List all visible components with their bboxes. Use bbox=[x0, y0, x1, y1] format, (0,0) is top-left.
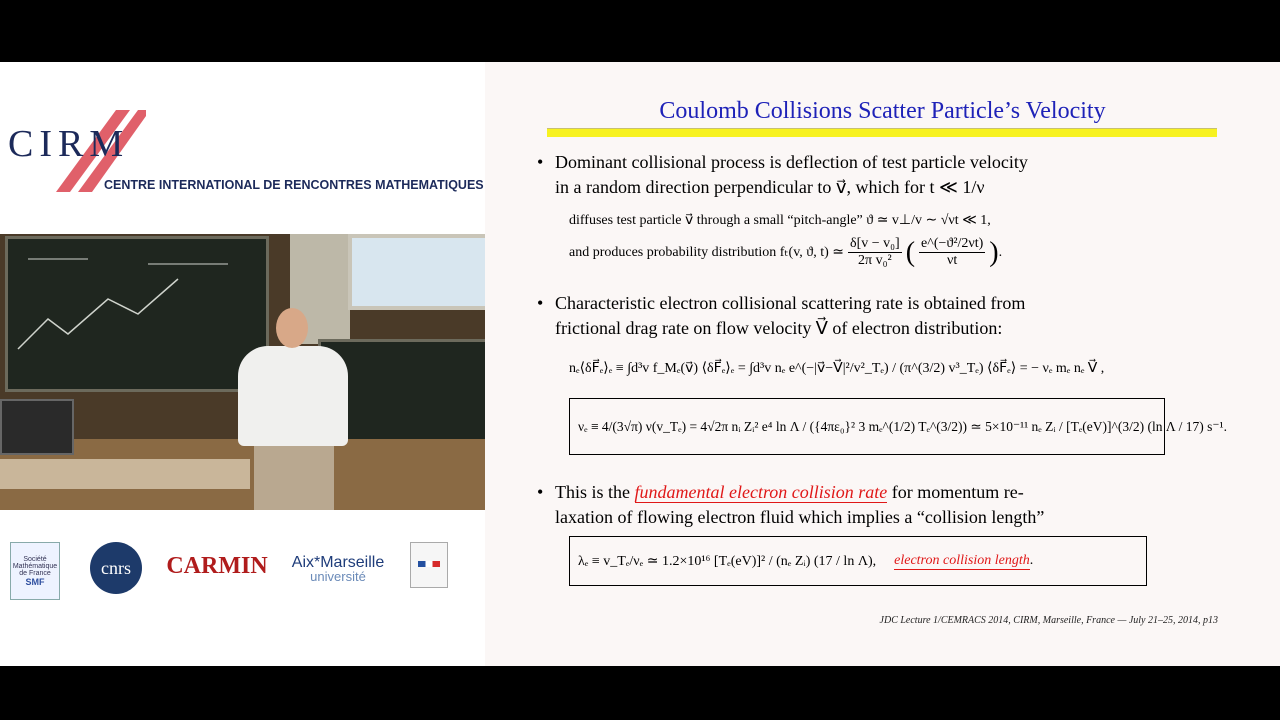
lecture-slide bbox=[485, 62, 1280, 666]
speaker-video bbox=[0, 234, 485, 510]
bullet-2: • Characteristic electron collisional scattering rate is obtained from frictional drag rate on flow velocity V⃗ of electron distribution: bbox=[537, 291, 1225, 341]
slide-footer: JDC Lecture 1/CEMRACS 2014, CIRM, Marseille, France — July 21–25, 2014, p13 bbox=[879, 615, 1218, 626]
sub-text-1: diffuses test particle v⃗ through a small “pitch-angle” ϑ ≃ v⊥/v ∼ √νt ≪ 1, bbox=[569, 213, 991, 228]
bullet-3-line-1: This is the fundamental electron collision rate for momentum re- bbox=[555, 482, 1024, 502]
highlight-collision-length: electron collision length bbox=[894, 552, 1030, 568]
cirm-wordmark: CIRM bbox=[8, 123, 130, 165]
chalk-scribbles-icon bbox=[8, 239, 266, 389]
equation-collision-rate: νₑ ≡ 4/(3√π) ν(v_Tₑ) = 4√2π nᵢ Zᵢ² e⁴ ln Λ / ({4πε₀}² 3 mₑ^(1/2) Tₑ^(3/2)) ≃ 5×10⁻¹¹ nₑ Zᵢ / [Tₑ(eV)]^(3/2) (ln Λ / 17) s⁻¹. bbox=[578, 418, 1227, 434]
carmin-logo: CARMIN bbox=[166, 552, 268, 579]
flag-icon bbox=[418, 561, 440, 567]
amu-logo: Aix*Marseille université bbox=[291, 554, 385, 584]
speaker-head bbox=[276, 308, 308, 348]
bullet-3: • This is the fundamental electron collision rate for momentum re- laxation of flowing electron fluid which implies a “collision length” bbox=[537, 480, 1225, 530]
cirm-logo bbox=[8, 110, 484, 200]
left-panel bbox=[0, 62, 485, 666]
bullet-3-line-2: laxation of flowing electron fluid which implies a “collision length” bbox=[555, 507, 1045, 527]
letterbox-bottom bbox=[0, 666, 1280, 720]
title-underline bbox=[547, 128, 1217, 137]
bullet-1: • Dominant collisional process is deflection of test particle velocity in a random direction perpendicular to v⃗, which for t ≪ 1/ν bbox=[537, 150, 1225, 200]
republique-logo bbox=[410, 542, 448, 588]
monitor bbox=[0, 399, 74, 455]
desk bbox=[0, 459, 250, 489]
prob-fraction: $\frac{\text{δ[v − v₀]}}{\text{2π v₀²}}$ bbox=[850, 236, 900, 268]
smf-logo: Société Mathématique de France SMF bbox=[10, 542, 60, 600]
equation-collision-rate-box bbox=[569, 398, 1227, 455]
highlight-collision-rate: fundamental electron collision rate bbox=[634, 482, 888, 502]
bullet-2-line-1: Characteristic electron collisional scattering rate is obtained from bbox=[555, 293, 1026, 313]
equation-drag-rate: nₑ⟨δF⃗ₑ⟩ₑ ≡ ∫d³v f_Mₑ(v⃗) ⟨δF⃗ₑ⟩ₑ = ∫d³v nₑ e^(−|v⃗−V⃗|²/v²_Tₑ) / (π^(3/2) v³_Tₑ) ⟨δF⃗ₑ⟩ = − νₑ mₑ nₑ V⃗ , bbox=[569, 361, 1105, 376]
bullet-1-line-1: Dominant collisional process is deflection of test particle velocity bbox=[555, 152, 1028, 172]
cirm-subtitle: CENTRE INTERNATIONAL DE RENCONTRES MATHEMATIQUES bbox=[104, 178, 484, 192]
speaker-legs bbox=[254, 442, 334, 510]
bullet-2-line-2: frictional drag rate on flow velocity V⃗ of electron distribution: bbox=[555, 318, 1003, 338]
slide-title: Coulomb Collisions Scatter Particle’s Velocity bbox=[659, 98, 1106, 124]
letterbox-top bbox=[0, 0, 1280, 62]
blackboard-left bbox=[5, 236, 269, 392]
sub-text-2: and produces probability distribution fₜ(v, ϑ, t) ≃ $\frac{\text{δ[v − v₀]}}{\text{2π v₀²}}$ ( $\frac{\text{e\textasciicircum{}(−ϑ²/2νt)}}{\nu t}$ ) . bbox=[569, 236, 1003, 268]
exp-fraction: $\frac{\text{e\textasciicircum{}(−ϑ²/2νt)}}{\nu t}$ bbox=[921, 236, 984, 268]
equation-collision-length: λₑ ≡ v_Tₑ/νₑ ≃ 1.2×10¹⁶ [Tₑ(eV)]² / (nₑ Zᵢ) (17 / ln Λ), bbox=[578, 553, 877, 569]
speaker-body bbox=[238, 346, 348, 446]
window bbox=[348, 234, 485, 310]
cnrs-logo: cnrs bbox=[90, 542, 142, 594]
sponsor-logos bbox=[0, 542, 485, 612]
equation-collision-length-box: λₑ ≡ v_Tₑ/νₑ ≃ 1.2×10¹⁶ [Tₑ(eV)]² / (nₑ Zᵢ) (17 / ln Λ), electron collision length . bbox=[569, 536, 1147, 586]
bullet-1-line-2: in a random direction perpendicular to v⃗, which for t ≪ 1/ν bbox=[555, 177, 985, 197]
